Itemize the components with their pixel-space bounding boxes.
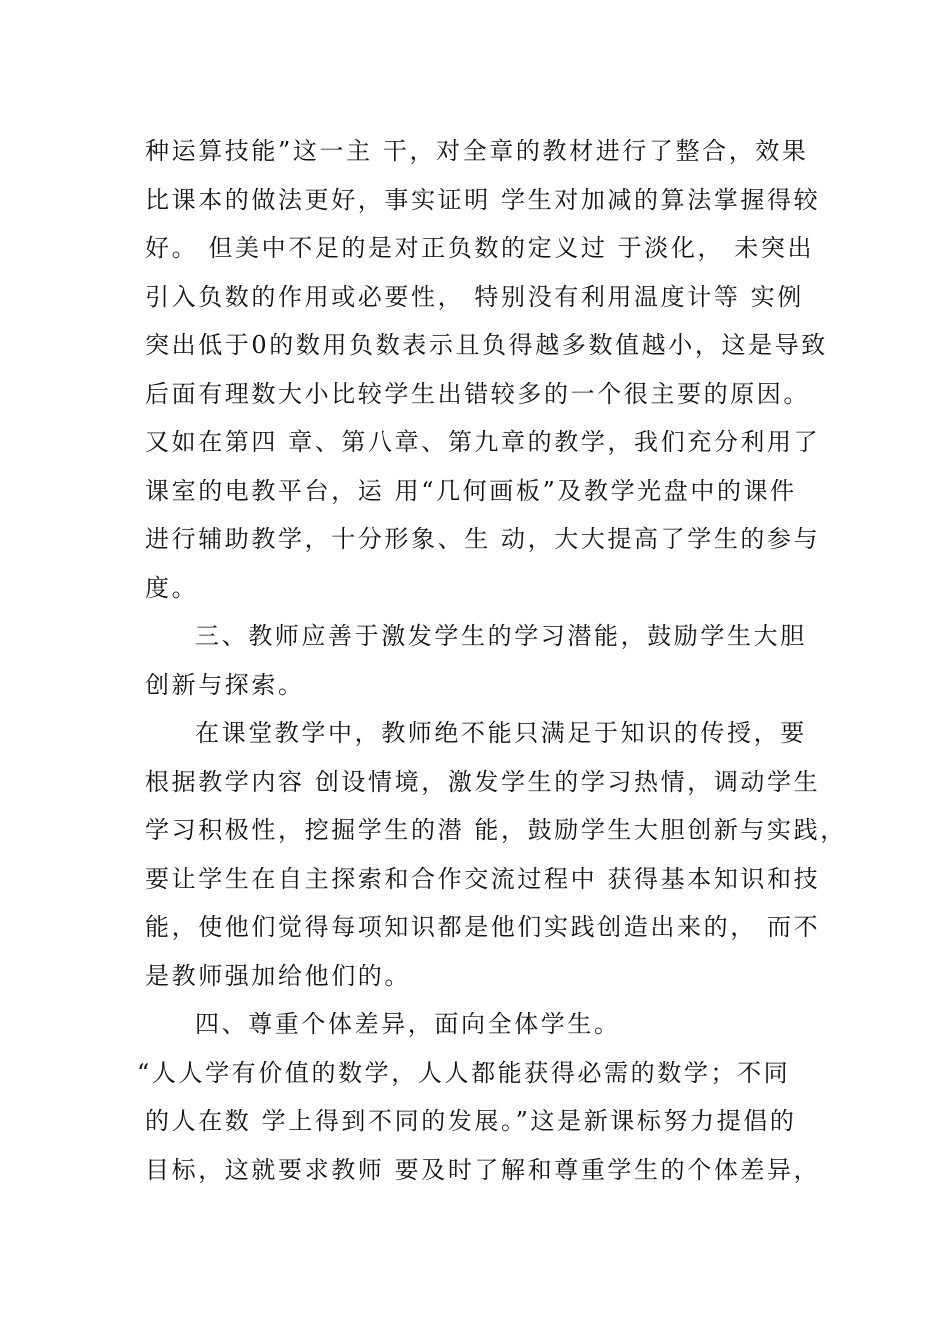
text-line: 好。 但美中不足的是对正负数的定义过 于淡化， 未突出 (145, 234, 815, 262)
text-line: 是教师强加给他们的。 (145, 961, 411, 990)
section-heading: 四、尊重个体差异，面向全体学生。 (195, 1010, 621, 1038)
text-line: 比课本的做法更好，事实证明 学生对加减的算法掌握得较 (145, 185, 821, 214)
paragraph-start: “人人学有价值的数学，人人都能获得必需的数学；不同 (137, 1058, 791, 1087)
text-line: 度。 (145, 573, 199, 602)
text-line: 后面有理数大小比较学生出错较多的一个很主要的原因。 (145, 379, 810, 408)
text-line: 课室的电教平台，运 用“几何画板”及教学光盘中的课件 (145, 476, 797, 505)
text-line: 种运算技能”这一主 干，对全章的教材进行了整合，效果 (145, 137, 809, 165)
text-line: 引入负数的作用或必要性， 特别没有利用温度计等 实例 (145, 282, 804, 311)
section-heading: 三、教师应善于激发学生的学习潜能，鼓励学生大胆 (195, 622, 807, 650)
paragraph-start: 在课堂教学中，教师绝不能只满足于知识的传授，要 (195, 719, 807, 747)
text-line: 学习积极性，挖掘学生的潜 能，鼓励学生大胆创新与实践， (145, 816, 847, 844)
text-line: 又如在第四 章、第八章、第九章的教学，我们充分利用了 (145, 428, 821, 456)
text-line: 能，使他们觉得每项知识都是他们实践创造出来的， 而不 (145, 913, 821, 941)
text-line: 的人在数 学上得到不同的发展。”这是新课标努力提倡的 (145, 1107, 797, 1135)
text-line: 进行辅助教学，十分形象、生 动，大大提高了学生的参与 (145, 525, 821, 553)
text-line: 要让学生在自主探索和合作交流过程中 获得基本知识和技 (145, 864, 821, 893)
text-line: 目标，这就要求教师 要及时了解和尊重学生的个体差异， (145, 1155, 821, 1184)
text-line: 突出低于0的数用负数表示且负得越多数值越小，这是导致 (145, 331, 828, 359)
body-text (137, 127, 847, 1194)
text-line: 创新与探索。 (145, 670, 305, 699)
text-line: 根据教学内容 创设情境，激发学生的学习热情，调动学生 (145, 767, 821, 796)
